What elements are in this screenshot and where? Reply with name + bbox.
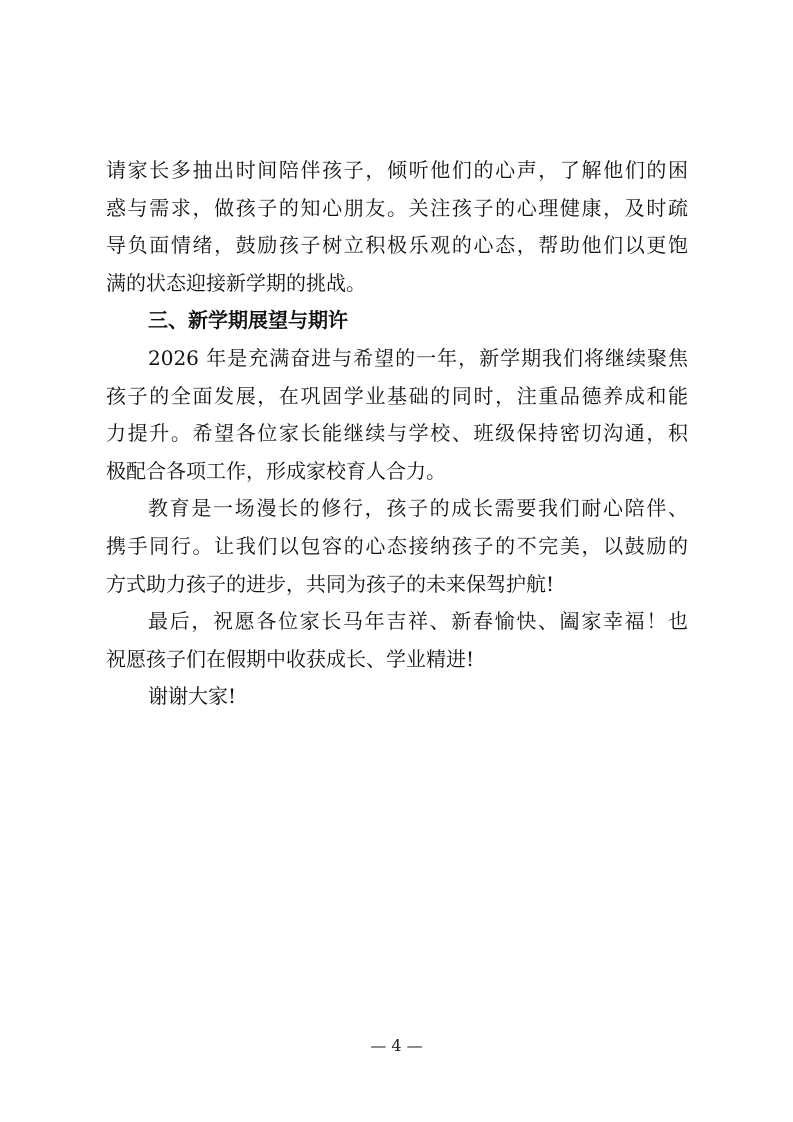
document-body [106, 152, 688, 716]
paragraph-line: 方式助力孩子的进步，共同为孩子的未来保驾护航! [106, 571, 555, 596]
paragraph-line: 导负面情绪，鼓励孩子树立积极乐观的心态，帮助他们以更饱 [106, 233, 688, 258]
paragraph-line: 孩子的全面发展，在巩固学业基础的同时，注重品德养成和能 [106, 383, 688, 408]
paragraph-line: 请家长多抽出时间陪伴孩子，倾听他们的心声，了解他们的困 [106, 158, 688, 182]
paragraph-line: 极配合各项工作，形成家校育人合力。 [106, 458, 446, 483]
paragraph-line: 惑与需求，做孩子的知心朋友。关注孩子的心理健康，及时疏 [106, 195, 688, 220]
paragraph-line: 满的状态迎接新学期的挑战。 [106, 270, 366, 295]
paragraph-line: 力提升。希望各位家长能继续与学校、班级保持密切沟通，积 [106, 421, 688, 446]
paragraph-line: 2026 年是充满奋进与希望的一年，新学期我们将继续聚焦 [148, 345, 688, 370]
paragraph-line: 教育是一场漫长的修行，孩子的成长需要我们耐心陪伴、 [148, 496, 688, 521]
paragraph-line: 携手同行。让我们以包容的心态接纳孩子的不完美，以鼓励的 [106, 533, 688, 558]
section-heading: 三、新学期展望与期许 [148, 308, 348, 333]
paragraph-line: 最后，祝愿各位家长马年吉祥、新春愉快、阖家幸福！也 [148, 609, 688, 634]
page-number: — 4 — [370, 1036, 423, 1055]
closing-line: 谢谢大家! [148, 684, 237, 709]
paragraph-line: 祝愿孩子们在假期中收获成长、学业精进! [106, 646, 475, 671]
